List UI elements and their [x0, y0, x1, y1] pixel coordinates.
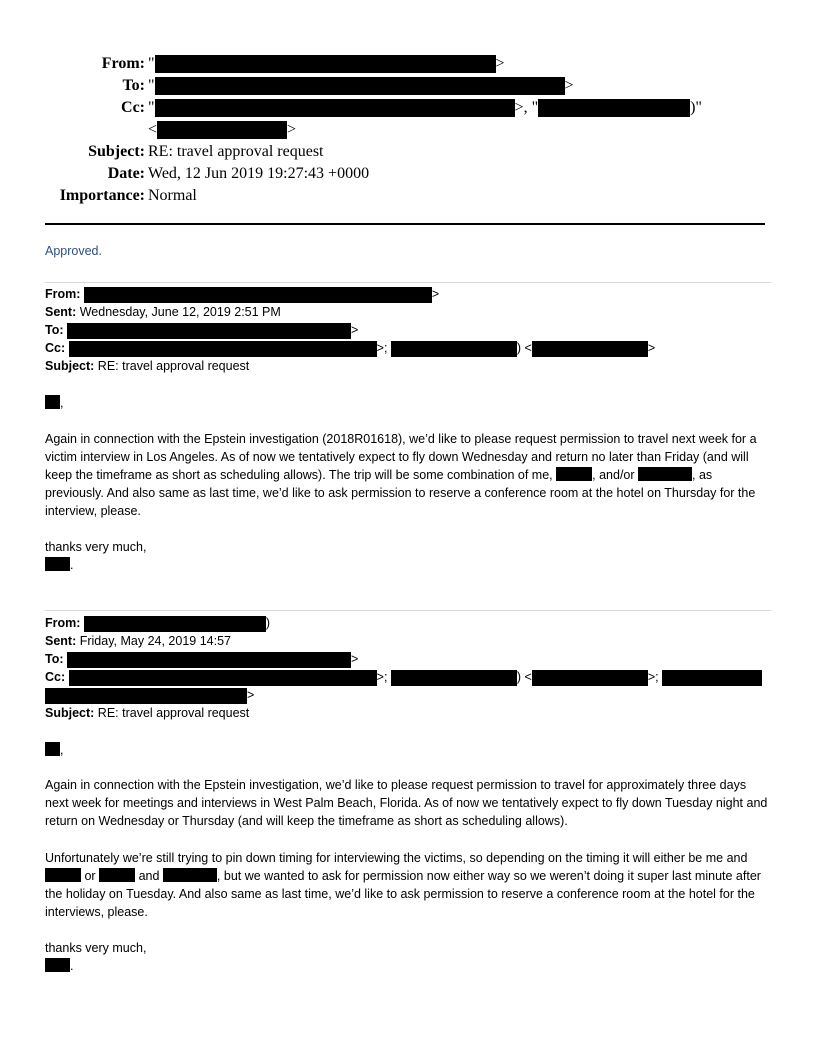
email1-paragraph: Again in connection with the Epstein investigation (2018R01618), we’d like to please request permission to travel next week for a victim interview in Los Angeles. As of now we tentatively expect to fly down Wednesday and return no later than Friday (and will keep the timeframe as short as scheduling allows). The trip will be some combination of me, , and/or , as previously. And also same as last time, we’d like to ask permission to reserve a conference room at the hotel on Thursday for the interview, please. — [45, 432, 757, 518]
header-date-row — [0, 163, 816, 185]
email1-thanks: thanks very much, — [45, 540, 147, 554]
separator-text: >; — [376, 670, 391, 684]
redaction — [391, 670, 517, 686]
redaction — [45, 868, 81, 882]
redaction — [155, 77, 565, 95]
date-value: Wed, 12 Jun 2019 19:27:43 +0000 — [148, 165, 370, 182]
redaction — [45, 958, 70, 972]
email2-greeting — [45, 741, 773, 759]
email1-from-row — [45, 285, 439, 303]
email1-greeting — [45, 394, 773, 412]
header-to-row — [0, 75, 816, 97]
email2-paragraph-1: Again in connection with the Epstein investigation, we’d like to please request permission to travel for approximately three days next week for meetings and interviews in West Palm Beach, Florida. As of now we tentatively expect to fly down Tuesday night and return on Wednesday or Thursday (and will keep the timeframe as short as scheduling allows). — [45, 778, 768, 828]
date-label: Date: — [107, 165, 145, 182]
cc-label: Cc: — [45, 341, 66, 355]
email1-subject-row — [45, 357, 249, 375]
message-separator — [45, 282, 771, 283]
from-label: From: — [101, 55, 145, 72]
comma: , — [60, 396, 64, 410]
paren: ) — [265, 616, 271, 630]
angle-bracket: < — [148, 121, 158, 138]
redaction — [45, 688, 247, 704]
angle-bracket: > — [351, 652, 359, 666]
header-cc-continuation — [0, 119, 816, 141]
redaction — [391, 341, 517, 357]
email1-signature — [45, 556, 773, 574]
to-label: To: — [45, 323, 64, 337]
redaction — [157, 121, 287, 139]
subject-value: RE: travel approval request — [97, 706, 250, 720]
quote-mark: " — [148, 55, 155, 72]
email2-subject-row — [45, 704, 249, 722]
angle-bracket: > — [351, 323, 359, 337]
redaction — [67, 323, 351, 339]
angle-bracket: > — [431, 287, 440, 301]
email1-sent-row — [45, 303, 281, 321]
angle-bracket: > — [495, 55, 505, 72]
redaction — [69, 670, 377, 686]
email2-cc-row — [45, 668, 762, 686]
message-header — [0, 53, 816, 207]
email2-cc-continuation — [45, 686, 254, 704]
angle-bracket: > — [564, 77, 574, 94]
redaction — [45, 557, 70, 571]
email2-to-row — [45, 650, 358, 668]
subject-label: Subject: — [45, 706, 95, 720]
message-separator — [45, 610, 771, 611]
redaction — [155, 55, 496, 73]
sent-value: Friday, May 24, 2019 14:57 — [79, 634, 231, 648]
header-importance-row — [0, 185, 816, 207]
header-divider — [45, 223, 765, 225]
redaction — [45, 742, 60, 756]
period: . — [70, 558, 74, 572]
to-label: To: — [45, 652, 64, 666]
to-label: To: — [122, 77, 145, 94]
paren-quote: )" — [690, 99, 702, 116]
subject-label: Subject: — [45, 359, 95, 373]
subject-value: RE: travel approval request — [97, 359, 250, 373]
email2-sent-row — [45, 632, 231, 650]
redaction — [155, 99, 515, 117]
redaction — [538, 99, 690, 117]
email1-to-row — [45, 321, 358, 339]
redaction — [45, 395, 60, 409]
separator-text: ) < — [516, 341, 532, 355]
email2-thanks: thanks very much, — [45, 941, 147, 955]
header-cc-row — [0, 97, 816, 119]
separator-text: >; — [376, 341, 391, 355]
email2-signature — [45, 957, 773, 975]
period: . — [70, 959, 74, 973]
quote-mark: " — [148, 99, 155, 116]
from-label: From: — [45, 616, 81, 630]
cc-label: Cc: — [121, 99, 145, 116]
redaction — [67, 652, 351, 668]
angle-bracket: > — [514, 99, 524, 116]
reply-text: Approved. — [45, 244, 102, 258]
angle-bracket: > — [247, 688, 255, 702]
redaction — [99, 868, 135, 882]
redaction — [84, 287, 432, 303]
comma: , — [60, 743, 64, 757]
email2-paragraph-2: Unfortunately we’re still trying to pin down timing for interviewing the victims, so depending on the timing it will either be me and or and , but we wanted to ask for permission now either way so we weren’t doing it super last minute after the holiday on Tuesday. And also same as last time, we’d like to ask permission to reserve a conference room at the hotel for the interviews, please. — [45, 851, 761, 919]
redaction — [662, 670, 762, 686]
subject-value: RE: travel approval request — [148, 143, 324, 160]
subject-label: Subject: — [88, 143, 145, 160]
redaction — [532, 670, 648, 686]
importance-label: Importance: — [59, 187, 145, 204]
redaction — [556, 467, 592, 481]
redaction — [163, 868, 217, 882]
quote-mark: " — [148, 77, 155, 94]
sent-label: Sent: — [45, 305, 77, 319]
angle-bracket: > — [287, 121, 297, 138]
separator-text: ) < — [516, 670, 532, 684]
redaction — [638, 467, 692, 481]
email2-from-row — [45, 614, 270, 632]
redaction — [84, 616, 266, 632]
sent-value: Wednesday, June 12, 2019 2:51 PM — [79, 305, 281, 319]
email1-cc-row — [45, 339, 655, 357]
importance-value: Normal — [148, 187, 197, 204]
redaction — [69, 341, 377, 357]
redaction — [532, 341, 648, 357]
separator-text: >; — [647, 670, 663, 684]
angle-bracket: > — [647, 341, 656, 355]
cc-label: Cc: — [45, 670, 66, 684]
comma-quote: , " — [523, 99, 539, 116]
sent-label: Sent: — [45, 634, 77, 648]
header-subject-row — [0, 141, 816, 163]
from-label: From: — [45, 287, 81, 301]
header-from-row — [0, 53, 816, 75]
